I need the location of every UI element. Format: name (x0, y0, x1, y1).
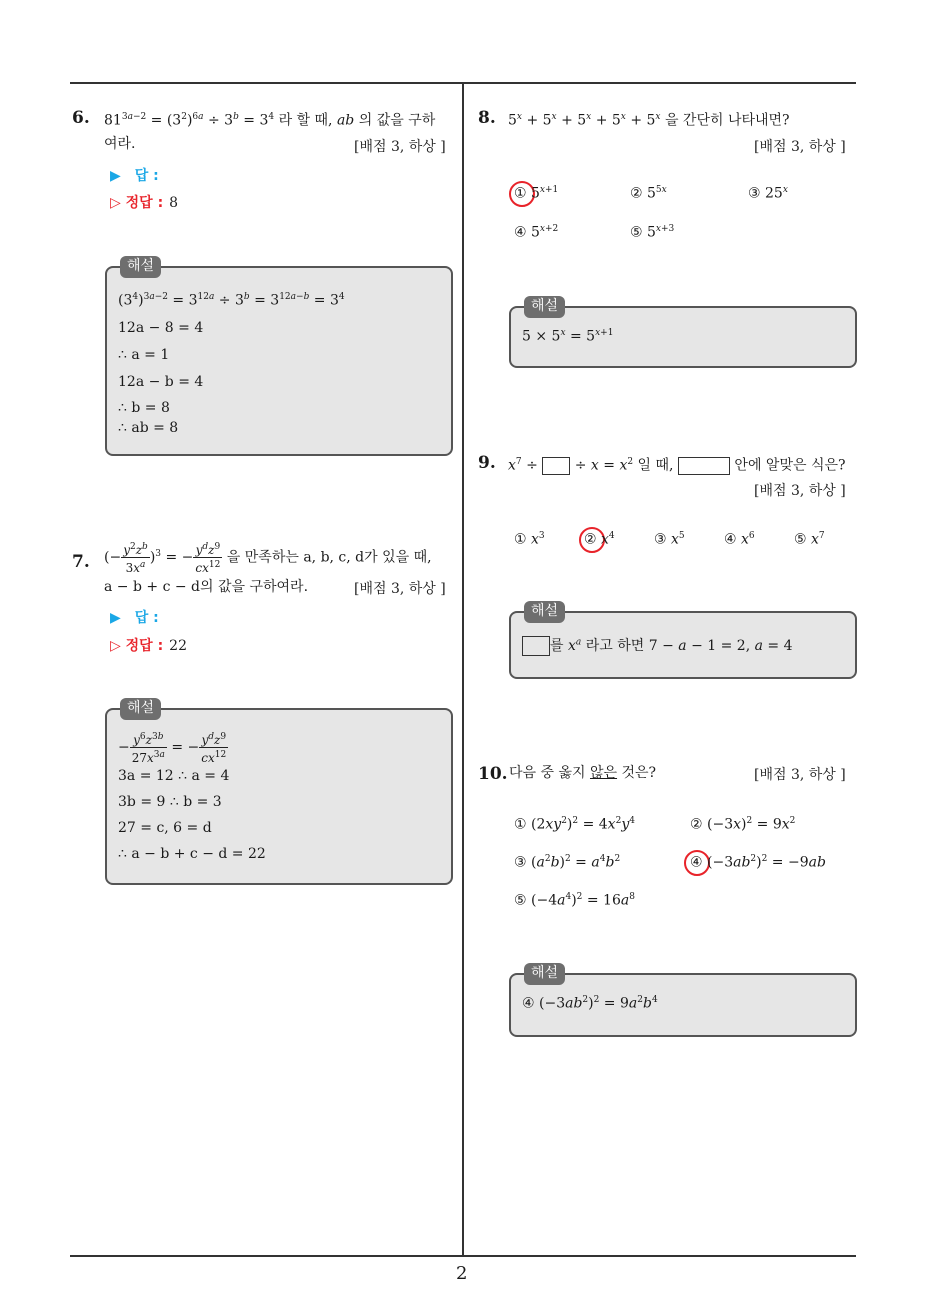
question-7-text: (− $\frac{y^2z^b}{3x^a}$ )$^3$ = − $\frac{y^dz^9}{cx^{12}}$ 을 만족하는 a, b, c, d가 있을 때, (104, 542, 432, 575)
question-7-explanation-line: 3a = 12 ∴ a = 4 (118, 768, 230, 784)
correct-label: ▷ 정답 : (110, 195, 164, 211)
question-8-option-2[interactable]: ② $5^{5x}$ (630, 185, 667, 202)
question-7-correct-value: 22 (169, 638, 187, 654)
question-10-option-4[interactable]: ④ $(-3ab^2)^2 = -9ab$ (690, 854, 826, 871)
question-10-meta: [배점 3, 하상 ] (754, 767, 846, 783)
question-7-answer-label: ▶ 답 : (110, 610, 159, 626)
question-10-text (509, 760, 656, 786)
question-10-text-underlined: 않은 (589, 765, 618, 781)
question-6-number: 6. (72, 108, 90, 128)
question-9-option-2[interactable]: ② $x^4$ (584, 531, 615, 548)
question-6-correct-value: 8 (169, 195, 179, 211)
question-10-number: 10. (478, 764, 508, 784)
blank-box (522, 636, 550, 656)
question-8-option-3[interactable]: ③ 25$^x$ (748, 185, 788, 202)
blank-box (678, 457, 730, 475)
correct-label: ▷ 정답 : (110, 638, 164, 654)
question-9-option-5[interactable]: ⑤ $x^7$ (794, 531, 825, 548)
question-10-explanation-line: ④ $(-3ab^2)^2 = 9a^2b^4$ (522, 995, 658, 1012)
question-8-number: 8. (478, 108, 496, 128)
blank-box (542, 457, 570, 475)
question-6-explanation-line: 12a − 8 = 4 (118, 320, 204, 336)
question-7-number: 7. (72, 552, 90, 572)
question-7-text-suffix: 을 만족하는 a, b, c, d가 있을 때, (226, 549, 432, 566)
question-7-text-line2: a − b + c − d의 값을 구하여라. (104, 579, 309, 595)
question-9-explanation-tag: 해설 (524, 601, 565, 623)
question-8-explanation-tag: 해설 (524, 296, 565, 318)
question-8-explanation-line: $5 \times 5^x = 5^{x+1}$ (522, 328, 614, 345)
question-9-option-1[interactable]: ① $x^3$ (514, 531, 545, 548)
column-divider (462, 82, 464, 1257)
question-6-explanation-line: $(3^4)^{3a-2} = 3^{12a} \div 3^b = 3^{12a-b} = 3^4$ (118, 292, 345, 309)
question-8-option-5[interactable]: ⑤ $5^{x+3}$ (630, 224, 675, 241)
question-6-correct (110, 192, 178, 212)
question-10-option-5[interactable]: ⑤ $(-4a^4)^2 = 16a^8$ (514, 892, 635, 909)
question-9-option-4[interactable]: ④ $x^6$ (724, 531, 755, 548)
question-10-text-post: 것은? (617, 765, 657, 781)
question-6-explanation-line: ∴ b = 8 (118, 400, 170, 416)
question-8-text: $5^x + 5^x + 5^x + 5^x + 5^x$ 을 간단히 나타내면? (508, 112, 790, 129)
question-7-explanation-line: 27 = c, 6 = d (118, 820, 212, 836)
question-6-answer-label: ▶ 답 : (110, 168, 159, 184)
question-6-text-line2: 여라. (104, 136, 136, 152)
question-6-explanation-tag: 해설 (120, 256, 161, 278)
question-7-correct (110, 635, 187, 655)
question-9-text: $x^7$ ÷ ÷ $x = x^2$ 일 때, 안에 알맞은 식은? (508, 457, 846, 474)
question-10-option-1[interactable]: ① $(2xy^2)^2 = 4x^2y^4$ (514, 816, 635, 833)
question-6-text: $81^{3a-2} = (3^2)^{6a} \div 3^b = 3^4$ 라 할 때, ab 의 값을 구하 (104, 112, 436, 129)
question-10-option-2[interactable]: ② $(-3x)^2 = 9x^2$ (690, 816, 796, 833)
question-8-option-1[interactable]: ① $5^{x+1}$ (514, 185, 559, 202)
question-6-explanation-line: ∴ a = 1 (118, 347, 170, 363)
question-9-explanation-line: 를 $x^a$ 라고 하면 7 − a − 1 = 2, a = 4 (522, 635, 793, 656)
question-10-explanation-tag: 해설 (524, 963, 565, 985)
question-7-explanation-tag: 해설 (120, 698, 161, 720)
question-9-meta: [배점 3, 하상 ] (754, 483, 846, 499)
question-10-text-pre: 다음 중 옳지 (509, 765, 590, 781)
question-7-explanation-line: ∴ a − b + c − d = 22 (118, 846, 266, 862)
question-7-explanation-line: 3b = 9 ∴ b = 3 (118, 794, 222, 810)
question-9-text-tail: 안에 알맞은 식은? (734, 457, 846, 474)
question-6-explanation-line: ∴ ab = 8 (118, 420, 179, 436)
bottom-rule (70, 1255, 856, 1257)
question-7-meta: [배점 3, 하상 ] (354, 581, 446, 597)
question-6-explanation-line: 12a − b = 4 (118, 374, 204, 390)
page-number: 2 (456, 1263, 468, 1284)
question-9-option-3[interactable]: ③ $x^5$ (654, 531, 685, 548)
question-7-explanation-line: − $\frac{y^6z^{3b}}{27x^{3a}}$ = − $\frac{y^dz^9}{cx^{12}}$ (118, 732, 227, 765)
question-9-number: 9. (478, 453, 496, 473)
question-8-option-4[interactable]: ④ $5^{x+2}$ (514, 224, 559, 241)
question-8-meta: [배점 3, 하상 ] (754, 139, 846, 155)
question-6-meta: [배점 3, 하상 ] (354, 139, 446, 155)
question-10-option-3[interactable]: ③ $(a^2b)^2 = a^4b^2$ (514, 854, 621, 871)
